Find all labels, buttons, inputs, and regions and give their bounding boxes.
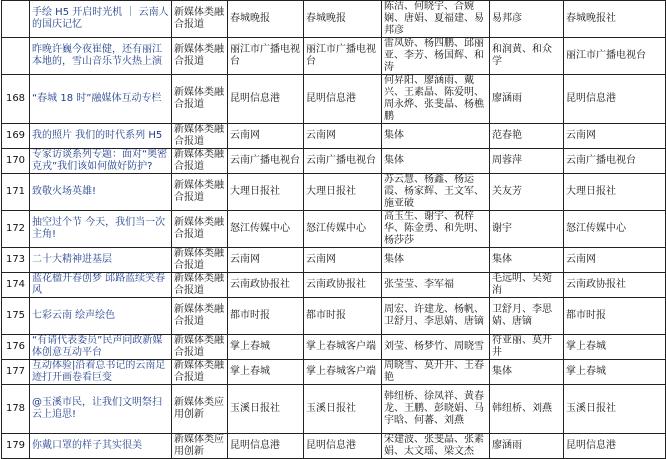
work-category: 新媒体类融合报道 — [172, 211, 228, 248]
work-unit: 春城晚报 — [228, 1, 304, 38]
work-authors: 何昇阳、廖涵雨、戴兴、王素晶、陈爱明、周永烨、张斐晶、杨樵鹏 — [382, 75, 490, 124]
row-number: 173 — [2, 248, 30, 273]
table-row — [2, 335, 666, 360]
work-title: @玉溪市民，让我们文明祭扫 云上追思! — [30, 385, 172, 434]
work-authors: 刘莹、杨梦竹、周晓雪 — [382, 335, 490, 360]
work-title: 手绘 H5 开启时光机 ｜ 云南人的国庆记忆 — [30, 1, 172, 38]
work-publisher: 大理日报社 — [304, 174, 382, 211]
work-recommender: 云南网 — [564, 248, 666, 273]
work-editors: 周蓉萍 — [490, 149, 564, 174]
work-authors: 高玉生、谢宇、祝梓华、陈金勇、和先明、杨莎莎 — [382, 211, 490, 248]
work-recommender: 春城晚报社 — [564, 1, 666, 38]
table-row — [2, 174, 666, 211]
award-list-table — [1, 0, 666, 459]
row-number: 179 — [2, 434, 30, 459]
work-title: 蓝花楹开春创梦 邱路蓝续笑春风 — [30, 273, 172, 298]
work-publisher: 昆明信息港 — [304, 75, 382, 124]
work-recommender: 掌上春城 — [564, 335, 666, 360]
work-unit: 丽江市广播电视台 — [228, 38, 304, 75]
work-title: 二十大精神进基层 — [30, 248, 172, 273]
work-unit: 云南广播电视台 — [228, 149, 304, 174]
row-number — [2, 1, 30, 38]
work-publisher: 云南网 — [304, 124, 382, 149]
work-category: 新媒体类应用创新 — [172, 434, 228, 459]
row-number: 177 — [2, 360, 30, 385]
work-category: 新媒体类融合报道 — [172, 1, 228, 38]
work-category: 新媒体类融合报道 — [172, 174, 228, 211]
table-row — [2, 1, 666, 38]
work-publisher: 云南广播电视台 — [304, 149, 382, 174]
work-title: 致敬火场英雄! — [30, 174, 172, 211]
row-number: 168 — [2, 75, 30, 124]
work-title: 你戴口罩的样子其实很美 — [30, 434, 172, 459]
work-editors: 和润黄、和众学 — [490, 38, 564, 75]
work-publisher: 掌上春城客户端 — [304, 335, 382, 360]
work-category: 新媒体类融合报道 — [172, 298, 228, 335]
work-category: 新媒体类融合报道 — [172, 360, 228, 385]
work-authors: 集体 — [382, 124, 490, 149]
row-number: 172 — [2, 211, 30, 248]
work-recommender: 昆明信息港 — [564, 434, 666, 459]
row-number: 178 — [2, 385, 30, 434]
work-publisher: 昆明信息港 — [304, 434, 382, 459]
work-editors: 毛远明、吴菀洧 — [490, 273, 564, 298]
work-category: 新媒体类融合报道 — [172, 335, 228, 360]
work-category: 新媒体类融合报道 — [172, 248, 228, 273]
work-unit: 大理日报社 — [228, 174, 304, 211]
work-recommender: 丽江市广播电视台 — [564, 38, 666, 75]
work-unit: 云南网 — [228, 248, 304, 273]
work-authors: 集体 — [382, 149, 490, 174]
work-editors: 易邦彦 — [490, 1, 564, 38]
work-recommender: 都市时报 — [564, 298, 666, 335]
work-title: 互动体验|沿着总书记的云南足迹打开画卷看巨变 — [30, 360, 172, 385]
work-editors: 谢宇 — [490, 211, 564, 248]
table-row — [2, 385, 666, 434]
work-authors: 苏云慧、杨鑫、杨运霞、杨家辉、王文军、施亚破 — [382, 174, 490, 211]
table-row — [2, 75, 666, 124]
work-unit: 掌上春城 — [228, 360, 304, 385]
work-editors: 范春艳 — [490, 124, 564, 149]
work-title: 昨晚许巍今夜崔健，还有丽江本地的，雪山音乐节火热上演 — [30, 38, 172, 75]
row-number — [2, 38, 30, 75]
work-unit: 掌上春城 — [228, 335, 304, 360]
work-recommender: 昆明信息港 — [564, 75, 666, 124]
table-row — [2, 211, 666, 248]
work-editors: 关友芳 — [490, 174, 564, 211]
work-recommender: 玉溪日报社 — [564, 385, 666, 434]
row-number: 169 — [2, 124, 30, 149]
work-authors: 陈洁、何晓宇、合婉娴、唐娟、夏福建、易邦彦 — [382, 1, 490, 38]
work-category: 新媒体类融合报道 — [172, 38, 228, 75]
work-unit: 昆明信息港 — [228, 75, 304, 124]
table-row — [2, 360, 666, 385]
work-editors: 集体 — [490, 248, 564, 273]
row-number: 175 — [2, 298, 30, 335]
table-row — [2, 149, 666, 174]
work-authors: 集体 — [382, 248, 490, 273]
work-unit: 云南网 — [228, 124, 304, 149]
work-recommender: 大理日报社 — [564, 174, 666, 211]
work-recommender: 云南政协报社 — [564, 273, 666, 298]
work-title: 我的照片 我们的时代系列 H5 — [30, 124, 172, 149]
work-category: 新媒体类应用创新 — [172, 385, 228, 434]
work-recommender: 怒江传媒中心 — [564, 211, 666, 248]
work-authors: 周晓雪、莫开井、王春艳 — [382, 360, 490, 385]
work-editors: 卫舒月、李思婧、唐镝 — [490, 298, 564, 335]
work-title: 七彩云南 绘声绘色 — [30, 298, 172, 335]
work-editors: 廖涵雨 — [490, 434, 564, 459]
work-category: 新媒体类融合报道 — [172, 149, 228, 174]
work-category: 新媒体类融合报道 — [172, 273, 228, 298]
work-unit: 云南政协报社 — [228, 273, 304, 298]
table-row — [2, 124, 666, 149]
work-unit: 都市时报 — [228, 298, 304, 335]
table-row — [2, 273, 666, 298]
work-publisher: 春城晚报 — [304, 1, 382, 38]
work-category: 新媒体类融合报道 — [172, 124, 228, 149]
work-title: “春城 18 时”融媒体互动专栏 — [30, 75, 172, 124]
work-authors: 韩纽桥、徐凤祥、黄春龙、王鹏、彭晓娟、马宇晗、何蕃、刘燕 — [382, 385, 490, 434]
work-publisher: 掌上春城客户端 — [304, 360, 382, 385]
work-publisher: 云南政协报社 — [304, 273, 382, 298]
work-editors: 韩纽桥、刘燕 — [490, 385, 564, 434]
table-row — [2, 38, 666, 75]
work-authors: 周宏、许建龙、杨帆、卫舒月、李思婧、唐镝 — [382, 298, 490, 335]
work-unit: 怒江传媒中心 — [228, 211, 304, 248]
work-publisher: 丽江市广播电视台 — [304, 38, 382, 75]
work-publisher: 都市时报 — [304, 298, 382, 335]
work-publisher: 云南网 — [304, 248, 382, 273]
work-authors: 宋建波、张斐晶、张素娟、太文瑶、梁文杰 — [382, 434, 490, 459]
table-row — [2, 248, 666, 273]
work-category: 新媒体类融合报道 — [172, 75, 228, 124]
row-number: 171 — [2, 174, 30, 211]
work-editors: 廖涵雨 — [490, 75, 564, 124]
work-authors: 张莹莹、李军福 — [382, 273, 490, 298]
work-editors: 符亚丽、莫开井 — [490, 335, 564, 360]
work-publisher: 怒江传媒中心 — [304, 211, 382, 248]
row-number: 176 — [2, 335, 30, 360]
work-recommender: 掌上春城 — [564, 360, 666, 385]
row-number: 174 — [2, 273, 30, 298]
work-recommender: 云南网 — [564, 124, 666, 149]
work-title: 抽空过个节 今天，我们当一次主角! — [30, 211, 172, 248]
table-row — [2, 434, 666, 459]
work-unit: 昆明信息港 — [228, 434, 304, 459]
work-recommender: 云南广播电视台 — [564, 149, 666, 174]
row-number: 170 — [2, 149, 30, 174]
work-title: “有请代表委员”民声问政新媒体创意互动平台 — [30, 335, 172, 360]
work-publisher: 玉溪日报社 — [304, 385, 382, 434]
work-title: 专家访谈系列专题：面对“奥密克戎”我们该如何做好防护? — [30, 149, 172, 174]
work-authors: 雷凤娇、杨四鹏、邱丽亚、李芳、杨国辉、和涛 — [382, 38, 490, 75]
table-row — [2, 298, 666, 335]
work-editors: 集体 — [490, 360, 564, 385]
work-unit: 玉溪日报社 — [228, 385, 304, 434]
